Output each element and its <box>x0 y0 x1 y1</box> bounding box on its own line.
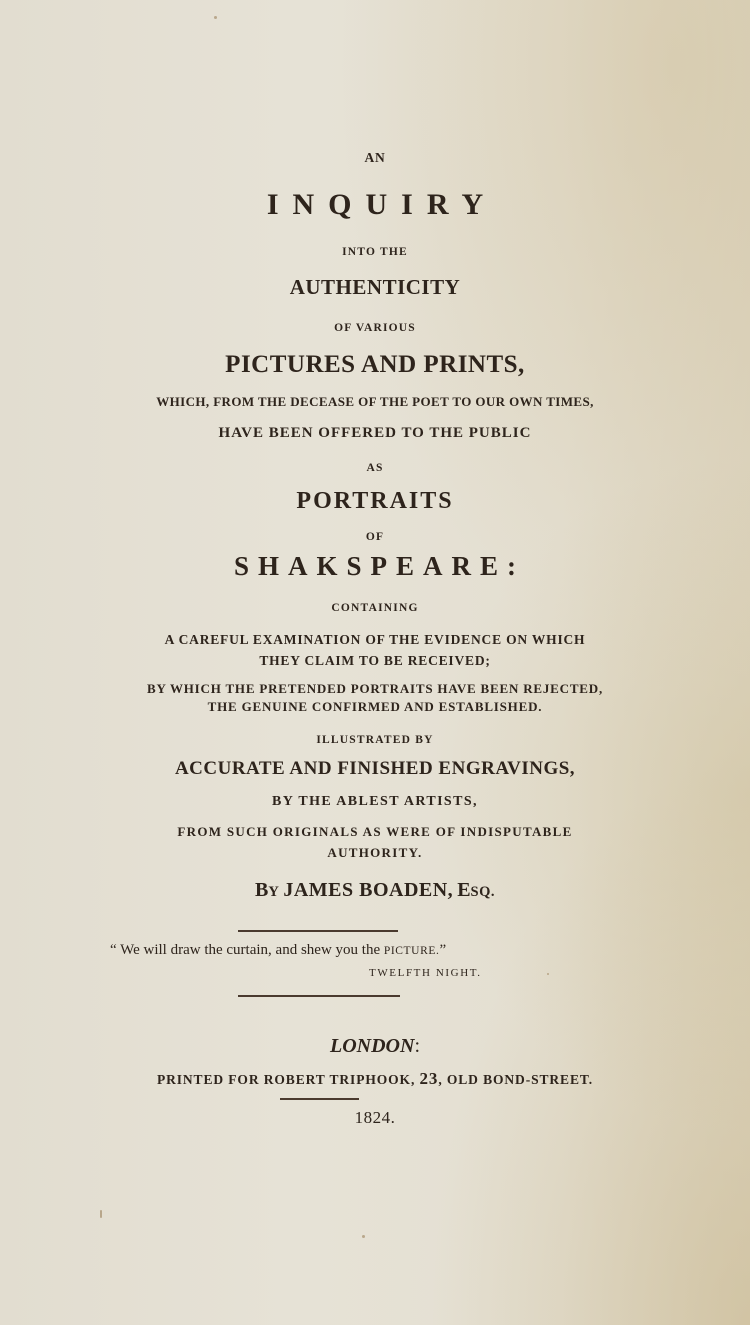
byline-esq-low: SQ. <box>470 884 495 900</box>
title-from-such-1: FROM SUCH ORIGINALS AS WERE OF INDISPUTABLE <box>177 824 573 839</box>
imprint-printer-a: PRINTED FOR ROBERT TRIPHOOK, <box>156 1072 420 1087</box>
epigraph-small-caps: PICTURE. <box>383 945 440 957</box>
author-byline <box>0 879 750 902</box>
epigraph-text: We will draw the curtain, and shew you the <box>120 942 384 958</box>
title-as: AS <box>366 462 384 474</box>
title-of: OF <box>365 531 385 543</box>
open-quote: “ <box>110 942 121 958</box>
title-which-from: WHICH, FROM THE DECEASE OF THE POET TO OUR OWN TIMES, <box>156 394 594 409</box>
divider-rule <box>238 930 398 932</box>
title-from-such-2: AUTHORITY. <box>327 845 423 860</box>
epigraph-attribution: TWELFTH NIGHT. <box>369 967 482 979</box>
byline-by-cap: B <box>255 879 269 901</box>
title-shakspeare: SHAKSPEARE: <box>233 551 526 581</box>
divider-rule <box>238 995 400 997</box>
paper-speck <box>214 16 217 19</box>
title-ablest: BY THE ABLEST ARTISTS, <box>272 794 478 809</box>
title-have-been-offered: HAVE BEEN OFFERED TO THE PUBLIC <box>218 425 532 441</box>
title-careful-exam-1: A CAREFUL EXAMINATION OF THE EVIDENCE ON WHICH <box>164 632 586 647</box>
title-illustrated-by: ILLUSTRATED BY <box>316 734 434 746</box>
imprint-printer-number: 23 <box>419 1069 439 1088</box>
imprint-printer <box>0 1069 750 1089</box>
title-accurate: ACCURATE AND FINISHED ENGRAVINGS, <box>174 758 576 779</box>
title-pictures-prints: PICTURES AND PRINTS, <box>225 351 525 378</box>
title-careful-exam-2: THEY CLAIM TO BE RECEIVED; <box>259 653 491 668</box>
divider-rule-short <box>280 1098 359 1100</box>
author-name: JAMES BOADEN, <box>283 879 454 901</box>
title-an: AN <box>364 150 386 165</box>
byline-esq-cap: E <box>457 879 471 901</box>
imprint-city-name: LONDON <box>330 1035 415 1057</box>
title-by-which-1: BY WHICH THE PRETENDED PORTRAITS HAVE BEEN REJECTED, <box>146 681 604 696</box>
title-authenticity: AUTHENTICITY <box>289 275 461 299</box>
epigraph-quote <box>110 942 446 959</box>
paper-speck <box>547 973 549 975</box>
title-into-the: INTO THE <box>342 246 408 258</box>
imprint-city-colon: : <box>414 1035 420 1057</box>
paper-speck <box>100 1210 102 1218</box>
imprint-year: 1824. <box>354 1108 396 1127</box>
title-containing: CONTAINING <box>331 602 419 614</box>
paper-speck <box>362 1235 365 1238</box>
title-of-various: OF VARIOUS <box>334 322 416 334</box>
title-inquiry: INQUIRY <box>266 188 498 221</box>
imprint-printer-b: , OLD BOND-STREET. <box>438 1072 594 1087</box>
close-quote: ” <box>439 942 447 958</box>
title-by-which-2: THE GENUINE CONFIRMED AND ESTABLISHED. <box>207 699 543 714</box>
title-portraits: PORTRAITS <box>296 488 454 514</box>
byline-by-low: Y <box>268 884 280 900</box>
imprint-city <box>0 1035 750 1058</box>
